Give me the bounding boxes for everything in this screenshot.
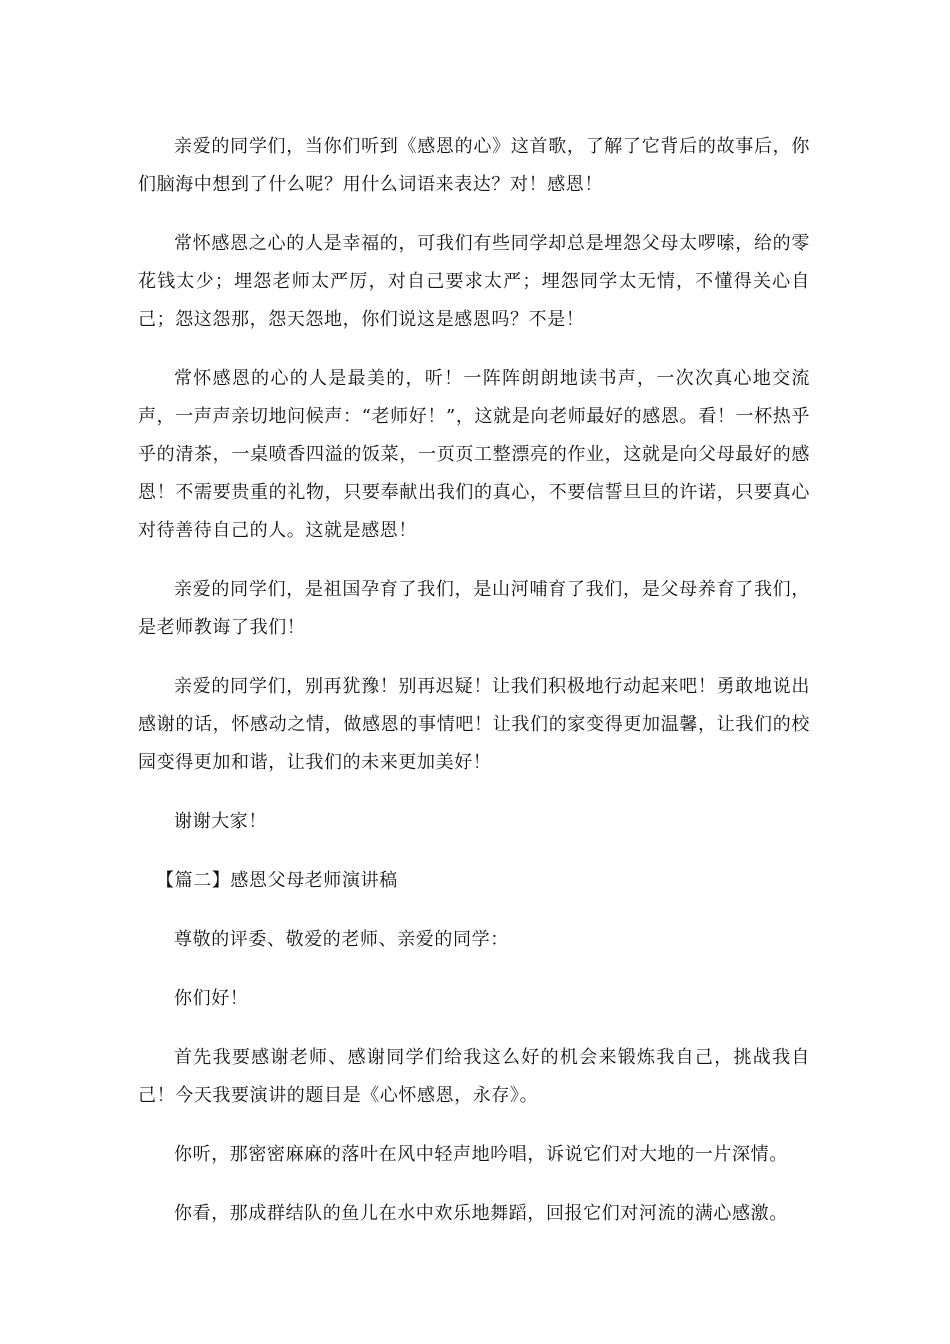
section-heading: 【篇二】感恩父母老师演讲稿: [156, 870, 398, 891]
closing-line: 谢谢大家！: [174, 811, 267, 832]
paragraph: 亲爱的同学们，是祖国孕育了我们，是山河哺育了我们，是父母养育了我们，是老师教诲了我们！: [138, 579, 810, 638]
greeting: 你们好！: [174, 988, 249, 1009]
paragraph: 常怀感恩之心的人是幸福的，可我们有些同学却总是埋怨父母太啰嗦，给的零花钱太少；埋怨老师太严厉，对自己要求太严；埋怨同学太无情，不懂得关心自己；怨这怨那，怨天怨地，你们说这是感恩吗？不是！: [138, 233, 810, 330]
paragraph: 首先我要感谢老师、感谢同学们给我这么好的机会来锻炼我自己，挑战我自己！今天我要演讲的题目是《心怀感恩，永存》。: [138, 1047, 810, 1106]
paragraph: 亲爱的同学们，当你们听到《感恩的心》这首歌，了解了它背后的故事后，你们脑海中想到了什么呢？用什么词语来表达？对！感恩！: [138, 136, 810, 195]
paragraph: 常怀感恩的心的人是最美的，听！一阵阵朗朗地读书声，一次次真心地交流声，一声声亲切地问候声：“老师好！”，这就是向老师最好的感恩。看！一杯热乎乎的清茶，一桌喷香四溢的饭菜，一页页工整漂亮的作业，这就是向父母最好的感恩！不需要贵重的礼物，只要奉献出我们的真心，不要信誓旦旦的许诺，只要真心对待善待自己的人。这就是感恩！: [138, 368, 810, 541]
paragraph: 你看，那成群结队的鱼儿在水中欢乐地舞蹈，回报它们对河流的满心感激。: [174, 1203, 788, 1224]
paragraph: 你听，那密密麻麻的落叶在风中轻声地吟唱，诉说它们对大地的一片深情。: [174, 1144, 788, 1165]
paragraph: 亲爱的同学们，别再犹豫！别再迟疑！让我们积极地行动起来吧！勇敢地说出感谢的话，怀感动之情，做感恩的事情吧！让我们的家变得更加温馨，让我们的校园变得更加和谐，让我们的未来更加美好！: [138, 676, 810, 773]
salutation: 尊敬的评委、敬爱的老师、亲爱的同学：: [174, 929, 509, 950]
document-page: [138, 128, 810, 1254]
